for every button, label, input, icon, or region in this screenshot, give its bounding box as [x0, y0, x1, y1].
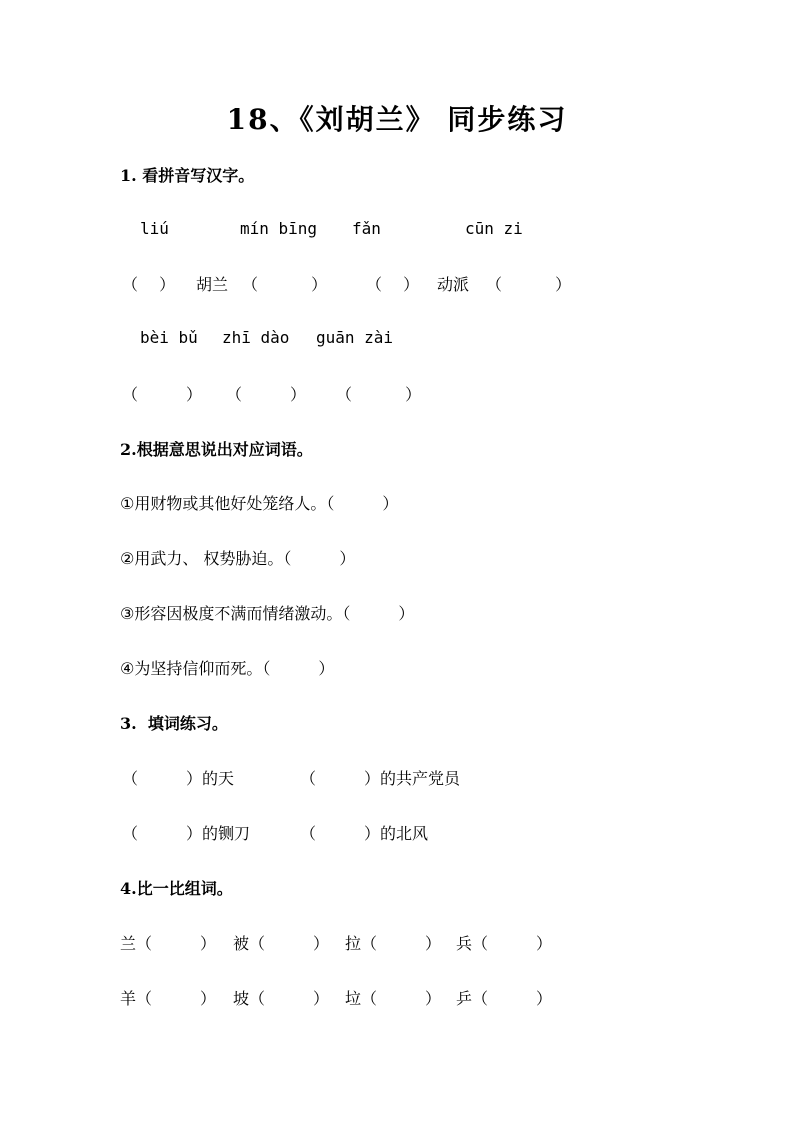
q2-item: ②用武力、 权势胁迫。（ ） — [120, 549, 356, 568]
q4-item: 乒（ ） — [456, 989, 553, 1008]
q4-item: 拉（ ） — [345, 934, 442, 953]
page-title: 18、《刘胡兰》 同步练习 — [226, 103, 568, 136]
given-text: 动派 — [437, 275, 470, 294]
q4-item: 垃（ ） — [345, 989, 442, 1008]
q4-heading: 4.比一比组词。 — [120, 879, 233, 898]
answer-blank[interactable]: （ ） — [366, 275, 420, 294]
pinyin-zhi-dao: zhī dào — [222, 328, 290, 347]
q4-item: 坡（ ） — [233, 989, 330, 1008]
pinyin-cun-zi: cūn zi — [465, 219, 523, 238]
q4-item: 兰（ ） — [120, 934, 217, 953]
answer-blank[interactable]: （ ） — [226, 385, 307, 404]
answer-blank[interactable]: （ ） — [122, 385, 203, 404]
q4-item: 被（ ） — [233, 934, 330, 953]
pinyin-fan: fǎn — [352, 219, 381, 238]
q3-item: （ ）的共产党员 — [300, 769, 461, 788]
pinyin-min-bing: mín bīng — [240, 219, 318, 238]
answer-blank[interactable]: （ ） — [336, 385, 422, 404]
q4-item: 羊（ ） — [120, 989, 217, 1008]
answer-blank[interactable]: （ ） — [486, 275, 572, 294]
pinyin-liu: liú — [140, 219, 169, 238]
pinyin-guan-zai: guān zài — [316, 328, 394, 347]
q2-item: ④为坚持信仰而死。（ ） — [120, 659, 335, 678]
q1-heading: 1. 看拼音写汉字。 — [120, 166, 255, 185]
given-text: 胡兰 — [196, 275, 229, 294]
q4-item: 兵（ ） — [456, 934, 553, 953]
answer-blank[interactable]: （ ） — [242, 275, 328, 294]
q3-item: （ ）的北风 — [300, 824, 429, 843]
q2-item: ①用财物或其他好处笼络人。（ ） — [120, 494, 399, 513]
answer-blank[interactable]: （ ） — [122, 275, 176, 294]
q3-item: （ ）的天 — [122, 769, 235, 788]
q3-heading: 3. 填词练习。 — [120, 714, 228, 733]
q3-item: （ ）的铡刀 — [122, 824, 251, 843]
q2-heading: 2.根据意思说出对应词语。 — [120, 440, 313, 459]
q2-item: ③形容因极度不满而情绪激动。（ ） — [120, 604, 415, 623]
pinyin-bei-bu: bèi bǔ — [140, 328, 198, 347]
